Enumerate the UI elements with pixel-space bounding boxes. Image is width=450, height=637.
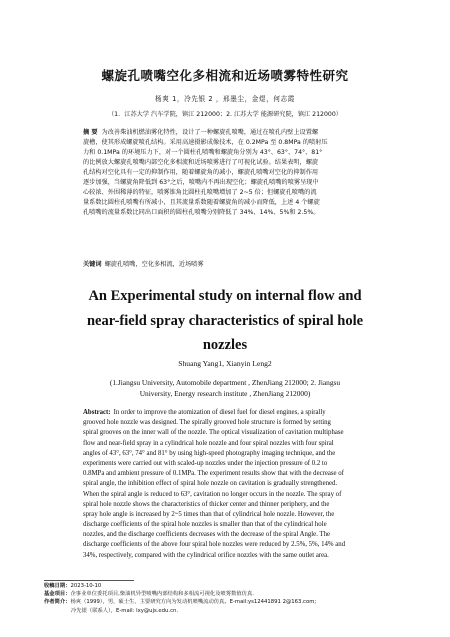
chinese-abstract-line: 的比例放大螺旋孔喷嘴内部空化多相流和近场喷雾进行了可视化试验。结果表明，螺旋	[83, 159, 319, 167]
received-date: 收稿日期：2023-10-10	[44, 583, 102, 589]
chinese-keywords-text: 螺旋孔喷嘴，空化多相流，近场喷雾	[104, 261, 204, 268]
chinese-abstract-line: 孔结构对空化具有一定的抑制作用，随着螺旋角的减小，螺旋孔喷嘴对空化的抑制作用	[83, 169, 319, 177]
english-title	[0, 284, 450, 358]
chinese-abstract-line: 力和 0.1MPa 的环境压力下，对一个圆柱孔喷嘴和螺旋角分别为 43°、63°、74°、81°	[83, 149, 323, 157]
english-title-line: near-field spray characteristics of spiral hole	[86, 312, 364, 329]
chinese-authors: 杨爽 1，冷先银 2 ，邢墨尘，金煜，何志霞	[155, 95, 295, 103]
english-affiliation	[60, 377, 390, 399]
english-abstract-line: flow and near-field spray in a cylindrical hole nozzle and four spiral nozzles with four spiral	[83, 439, 334, 447]
english-authors: Shuang Yang1, Xianyin Leng2	[178, 359, 272, 368]
english-abstract-line: 34%, respectively, compared with the cylindrical orifice nozzles with the same outlet area.	[83, 551, 329, 559]
english-abstract-line: spiral grooves on the inner wall of the nozzle. The optical visualization of cavitation multiphase	[83, 429, 344, 437]
english-abstract-label: Abstract:	[83, 409, 111, 416]
chinese-affiliation: （1．江苏大学 汽车学院，镇江 212000；2. 江苏大学 能源研究院，镇江 212000）	[108, 111, 342, 118]
chinese-abstract-line: 量系数比圆柱孔喷嘴有所减小，且其流量系数随着螺旋角的减小而降低，上述 4 个螺旋	[83, 199, 320, 207]
english-abstract-line: 0.8MPa and ambient pressure of 0.1MPa. The experiment results show that with the decrease of	[83, 470, 344, 478]
english-abstract-line: experiments were carried out with scaled-up nozzles under the injection pressure of 0.2 to	[83, 459, 328, 467]
english-affiliation-line: (1.Jiangsu University, Automobile department , ZhenJiang 212000; 2. Jiangsu	[109, 378, 341, 387]
english-title-line: An Experimental study on internal flow and	[88, 288, 362, 304]
author-contact: 冷先银（联系人），E-mail: lxy@ujs.edu.cn.	[71, 607, 179, 614]
chinese-abstract-label: 摘 要	[83, 129, 98, 136]
english-abstract-line: spiral angle, the inhibition effect of spiral hole nozzle on cavitation is gradually strengthened.	[83, 480, 338, 488]
english-abstract-line: discharge coefficients of the above four spiral hole nozzles were reduced by 2.5%, 5%, 14% and	[83, 541, 346, 549]
english-abstract-line: angles of 43°, 63°, 74° and 81° by using high-speed photography imaging technique, and the	[83, 449, 336, 457]
author-bio: 作者简介：杨爽（1999），男，硕士生，主要研究方向为发动机喷嘴流动仿真。E-mail:ys12441891 2@163.com;	[44, 599, 317, 606]
chinese-abstract	[83, 128, 383, 218]
chinese-keywords-label: 关键词	[83, 261, 102, 268]
english-abstract-line: spray hole angle is increased by 2~5 times than that of cylindrical hole nozzle. However, the	[83, 510, 335, 518]
chinese-abstract-line: 摘 要 为改善柴油机燃油雾化特性，设计了一种螺旋孔喷嘴，通过在喷孔内壁上设置螺	[83, 129, 319, 136]
english-abstract-line: discharge coefficients of the spiral hole nozzles is smaller than that of the cylindrical hole	[83, 521, 327, 529]
english-abstract	[83, 408, 383, 561]
english-abstract-line: grooved hole nozzle was designed. The spirally grooved hole structure is formed by setting	[83, 419, 331, 427]
chinese-title: 螺旋孔喷嘴空化多相流和近场喷雾特性研究	[101, 68, 349, 83]
footnote-rule	[44, 580, 134, 581]
english-abstract-line: When the spiral angle is reduced to 63°, cavitation no longer occurs in the nozzle. The spray of	[83, 490, 342, 498]
chinese-abstract-line: 逐步加强，当螺旋角降低到 63°之后，喷嘴内不再出现空化；螺旋孔喷嘴的喷雾呈现中	[83, 179, 319, 187]
english-affiliation-line: University, Energy research institute , ZhenJiang 212000)	[139, 389, 311, 398]
chinese-abstract-line: 孔喷嘴的流量系数比同出口面积的圆柱孔喷嘴分别降低了 34%、14%、5%和 2.5%。	[83, 209, 320, 217]
footnote	[44, 580, 414, 615]
chinese-abstract-line: 心较浓、外围稀薄的特征，喷雾锥角比圆柱孔喷嘴增加了 2~5 倍；但螺旋孔喷嘴的流	[83, 189, 317, 197]
english-abstract-line: nozzles, and the discharge coefficients decreases with the decrease of the spiral Angle. The	[83, 531, 331, 539]
fund-project: 基金项目：企事业单位委托项目,柴油机异型喷嘴内部结构和多相流可视化及喷雾数值仿真.	[44, 591, 254, 598]
english-abstract-line: spiral hole nozzle shows the characteristics of thicker center and thinner periphery, and the	[83, 500, 330, 508]
chinese-keywords	[83, 259, 383, 268]
english-title-line: nozzles	[202, 337, 248, 353]
english-abstract-line: Abstract: In order to improve the atomization of diesel fuel for diesel engines, a spirally	[83, 409, 326, 416]
chinese-abstract-line: 旋槽，使其形成螺旋喷孔结构。采用高速摄影成像技术，在 0.2MPa 至 0.8MPa 的喷射压	[83, 139, 328, 147]
